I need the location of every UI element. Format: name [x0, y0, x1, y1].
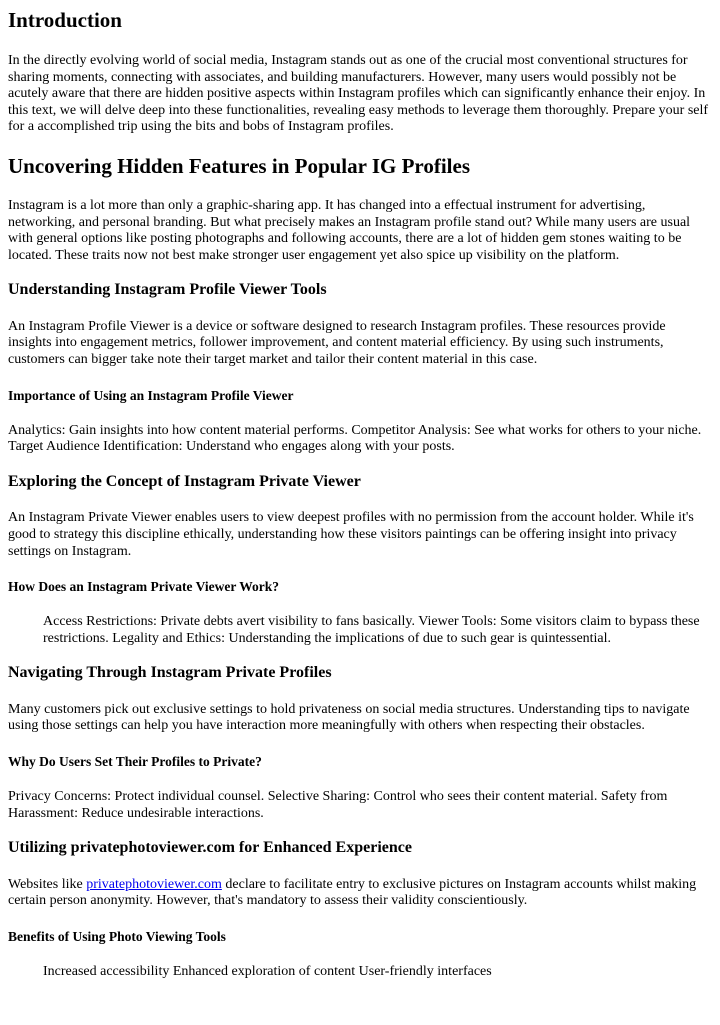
heading-why-private: Why Do Users Set Their Profiles to Private? [8, 753, 262, 769]
heading-benefits-photo-tools: Benefits of Using Photo Viewing Tools [8, 928, 226, 944]
paragraph-introduction: In the directly evolving world of social media, Instagram stands out as one of the crucial most conventional structures for sharing moments, connecting with associates, and building manufacturers. However, many users would possibly not be acutely aware that there are hidden positive aspects within Instagram profiles which can significantly enhance their enjoy. In this text, we will delve deep into these functionalities, revealing easy methods to leverage them thoroughly. Prepare your self for a accomplished trip using the bits and bobs of Instagram profiles. [8, 53, 709, 135]
blockquote-benefits: Increased accessibility Enhanced exploration of content User-friendly interfaces [43, 963, 492, 979]
paragraph-photo-viewer-tail: declare to facilitate entry to exclusive pictures on Instagram accounts whilst making certain person anonymity. However, that's mandatory to assess their validity conscientiously. [8, 876, 697, 909]
paragraph-photo-viewer [8, 877, 712, 910]
paragraph-private-profiles: Many customers pick out exclusive settings to hold privateness on social media structures. Understanding tips to navigate using those settings can help you have interaction more meaningfully with others when respecting their obstacles. [8, 701, 690, 734]
privatephotoviewer-link[interactable]: privatephotoviewer.com [86, 876, 222, 892]
heading-how-private-viewer-works: How Does an Instagram Private Viewer Work? [8, 579, 279, 595]
blockquote-private-viewer: Access Restrictions: Private debts avert visibility to fans basically. Viewer Tools: Some visitors claim to bypass these restrictions. Legality and Ethics: Understanding the implications of due to such gear is quintessential. [43, 614, 700, 646]
paragraph-why-private: Privacy Concerns: Protect individual counsel. Selective Sharing: Control who sees their content material. Safety from Harassment: Reduce undesirable interactions. [8, 788, 668, 821]
heading-photo-viewer: Utilizing privatephotoviewer.com for Enhanced Experience [8, 839, 412, 857]
paragraph-profile-viewer: An Instagram Profile Viewer is a device or software designed to research Instagram profiles. These resources provide insights into engagement metrics, follower improvement, and content material efficiency. By using such instruments, customers can bigger take note their target market and tailor their content material in this case. [8, 318, 666, 368]
article [0, 8, 720, 980]
paragraph-photo-viewer-lead: Websites like [8, 876, 87, 892]
paragraph-hidden-features: Instagram is a lot more than only a graphic-sharing app. It has changed into a effectual instrument for advertising, networking, and personal branding. But what precisely makes an Instagram profile stand out? While many users are usual with general options like posting photographs and following accounts, there are a lot of hidden gem stones waiting to be located. These traits now not best make stronger user engagement yet also spice up visibility on the platform. [8, 197, 691, 263]
heading-hidden-features: Uncovering Hidden Features in Popular IG Profiles [8, 153, 471, 178]
heading-private-viewer: Exploring the Concept of Instagram Private Viewer [8, 472, 361, 490]
heading-private-profiles: Navigating Through Instagram Private Profiles [8, 664, 332, 682]
paragraph-private-viewer: An Instagram Private Viewer enables users to view deepest profiles with no permission from the account holder. While it's good to strategy this discipline ethically, understanding how these visitors paintings can be offering insight into privacy settings on Instagram. [8, 510, 694, 559]
paragraph-importance-profile-viewer: Analytics: Gain insights into how content material performs. Competitor Analysis: See what works for others to your niche. Target Audience Identification: Understand who engages along with your posts. [8, 422, 702, 455]
heading-importance-profile-viewer: Importance of Using an Instagram Profile Viewer [8, 387, 294, 403]
heading-profile-viewer: Understanding Instagram Profile Viewer Tools [8, 281, 327, 299]
heading-introduction: Introduction [8, 8, 122, 32]
